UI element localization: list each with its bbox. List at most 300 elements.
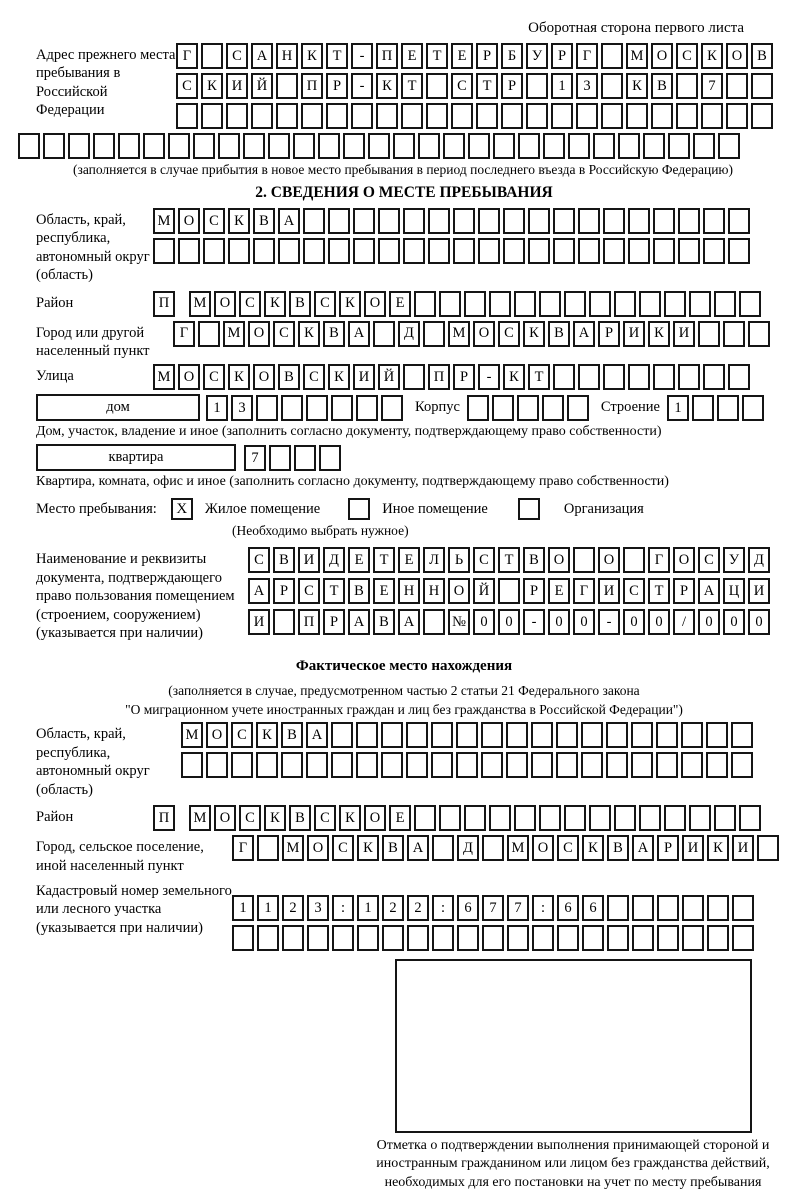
char-cell[interactable]: К bbox=[523, 321, 545, 347]
char-cell[interactable] bbox=[201, 103, 223, 129]
char-cell[interactable] bbox=[431, 722, 453, 748]
char-cell[interactable]: И bbox=[298, 547, 320, 573]
char-cell[interactable] bbox=[381, 395, 403, 421]
char-cell[interactable]: Д bbox=[398, 321, 420, 347]
char-cell[interactable]: И bbox=[748, 578, 770, 604]
char-cell[interactable] bbox=[582, 925, 604, 951]
char-cell[interactable]: У bbox=[723, 547, 745, 573]
char-cell[interactable]: - bbox=[351, 73, 373, 99]
char-cell[interactable]: С bbox=[473, 547, 495, 573]
char-cell[interactable] bbox=[723, 321, 745, 347]
char-cell[interactable] bbox=[718, 133, 740, 159]
char-cell[interactable]: С bbox=[203, 364, 225, 390]
char-cell[interactable] bbox=[281, 752, 303, 778]
char-cell[interactable]: С bbox=[676, 43, 698, 69]
char-cell[interactable] bbox=[703, 208, 725, 234]
char-cell[interactable] bbox=[328, 238, 350, 264]
char-cell[interactable] bbox=[732, 925, 754, 951]
char-cell[interactable] bbox=[414, 805, 436, 831]
char-cell[interactable]: М bbox=[181, 722, 203, 748]
char-cell[interactable]: О bbox=[651, 43, 673, 69]
char-cell[interactable]: У bbox=[526, 43, 548, 69]
char-cell[interactable] bbox=[623, 547, 645, 573]
char-cell[interactable] bbox=[306, 752, 328, 778]
char-cell[interactable] bbox=[728, 238, 750, 264]
char-cell[interactable] bbox=[748, 321, 770, 347]
char-cell[interactable] bbox=[706, 752, 728, 778]
char-cell[interactable]: А bbox=[348, 609, 370, 635]
char-cell[interactable]: С bbox=[698, 547, 720, 573]
char-cell[interactable] bbox=[176, 103, 198, 129]
char-cell[interactable] bbox=[726, 73, 748, 99]
char-cell[interactable]: М bbox=[223, 321, 245, 347]
char-cell[interactable] bbox=[601, 103, 623, 129]
char-cell[interactable] bbox=[653, 208, 675, 234]
char-cell[interactable]: Н bbox=[398, 578, 420, 604]
char-cell[interactable] bbox=[481, 722, 503, 748]
char-cell[interactable]: Е bbox=[348, 547, 370, 573]
char-cell[interactable]: Р bbox=[323, 609, 345, 635]
char-cell[interactable]: Т bbox=[498, 547, 520, 573]
char-cell[interactable] bbox=[553, 364, 575, 390]
char-cell[interactable] bbox=[403, 208, 425, 234]
char-cell[interactable] bbox=[18, 133, 40, 159]
char-cell[interactable] bbox=[253, 238, 275, 264]
char-cell[interactable]: Д bbox=[323, 547, 345, 573]
char-cell[interactable]: П bbox=[376, 43, 398, 69]
char-cell[interactable] bbox=[489, 805, 511, 831]
char-cell[interactable] bbox=[514, 291, 536, 317]
char-cell[interactable]: О bbox=[214, 291, 236, 317]
char-cell[interactable]: А bbox=[698, 578, 720, 604]
char-cell[interactable] bbox=[601, 43, 623, 69]
char-cell[interactable] bbox=[751, 73, 773, 99]
char-cell[interactable]: Л bbox=[423, 547, 445, 573]
char-cell[interactable] bbox=[532, 925, 554, 951]
char-cell[interactable] bbox=[201, 43, 223, 69]
char-cell[interactable]: А bbox=[306, 722, 328, 748]
char-cell[interactable]: В bbox=[523, 547, 545, 573]
char-cell[interactable]: Р bbox=[657, 835, 679, 861]
char-cell[interactable] bbox=[43, 133, 65, 159]
char-cell[interactable] bbox=[656, 722, 678, 748]
char-cell[interactable]: Г bbox=[576, 43, 598, 69]
char-cell[interactable] bbox=[717, 395, 739, 421]
char-cell[interactable] bbox=[356, 722, 378, 748]
char-cell[interactable]: О bbox=[307, 835, 329, 861]
char-cell[interactable] bbox=[301, 103, 323, 129]
char-cell[interactable] bbox=[689, 291, 711, 317]
char-cell[interactable] bbox=[601, 73, 623, 99]
char-cell[interactable] bbox=[351, 103, 373, 129]
char-cell[interactable] bbox=[331, 395, 353, 421]
char-cell[interactable] bbox=[257, 835, 279, 861]
char-cell[interactable]: Т bbox=[426, 43, 448, 69]
char-cell[interactable]: Б bbox=[501, 43, 523, 69]
char-cell[interactable] bbox=[232, 925, 254, 951]
char-cell[interactable]: К bbox=[503, 364, 525, 390]
char-cell[interactable] bbox=[118, 133, 140, 159]
char-cell[interactable]: О bbox=[448, 578, 470, 604]
char-cell[interactable] bbox=[257, 925, 279, 951]
char-cell[interactable] bbox=[603, 364, 625, 390]
char-cell[interactable]: В bbox=[273, 547, 295, 573]
char-cell[interactable]: 0 bbox=[748, 609, 770, 635]
char-cell[interactable] bbox=[528, 208, 550, 234]
char-cell[interactable] bbox=[517, 395, 539, 421]
char-cell[interactable]: О bbox=[364, 805, 386, 831]
char-cell[interactable] bbox=[193, 133, 215, 159]
char-cell[interactable]: И bbox=[353, 364, 375, 390]
char-cell[interactable]: 2 bbox=[282, 895, 304, 921]
char-cell[interactable] bbox=[664, 291, 686, 317]
char-cell[interactable] bbox=[542, 395, 564, 421]
char-cell[interactable]: В bbox=[348, 578, 370, 604]
char-cell[interactable]: К bbox=[707, 835, 729, 861]
char-cell[interactable]: К bbox=[301, 43, 323, 69]
char-cell[interactable] bbox=[603, 238, 625, 264]
char-cell[interactable]: О bbox=[364, 291, 386, 317]
char-cell[interactable]: 1 bbox=[206, 395, 228, 421]
char-cell[interactable] bbox=[153, 238, 175, 264]
char-cell[interactable] bbox=[357, 925, 379, 951]
confirmation-stamp-box[interactable] bbox=[395, 959, 752, 1133]
char-cell[interactable] bbox=[657, 925, 679, 951]
char-cell[interactable] bbox=[439, 291, 461, 317]
char-cell[interactable] bbox=[331, 752, 353, 778]
char-cell[interactable] bbox=[676, 73, 698, 99]
char-cell[interactable]: 1 bbox=[257, 895, 279, 921]
char-cell[interactable] bbox=[707, 895, 729, 921]
char-cell[interactable] bbox=[676, 103, 698, 129]
char-cell[interactable] bbox=[503, 208, 525, 234]
char-cell[interactable]: В bbox=[751, 43, 773, 69]
char-cell[interactable]: О bbox=[206, 722, 228, 748]
char-cell[interactable]: П bbox=[153, 805, 175, 831]
char-cell[interactable]: 1 bbox=[551, 73, 573, 99]
char-cell[interactable] bbox=[407, 925, 429, 951]
char-cell[interactable] bbox=[678, 364, 700, 390]
char-cell[interactable] bbox=[303, 238, 325, 264]
char-cell[interactable] bbox=[68, 133, 90, 159]
char-cell[interactable]: К bbox=[298, 321, 320, 347]
char-cell[interactable] bbox=[426, 73, 448, 99]
char-cell[interactable]: А bbox=[248, 578, 270, 604]
char-cell[interactable]: : bbox=[532, 895, 554, 921]
char-cell[interactable] bbox=[653, 238, 675, 264]
char-cell[interactable] bbox=[726, 103, 748, 129]
char-cell[interactable]: : bbox=[432, 895, 454, 921]
char-cell[interactable]: № bbox=[448, 609, 470, 635]
char-cell[interactable] bbox=[607, 925, 629, 951]
char-cell[interactable] bbox=[628, 238, 650, 264]
char-cell[interactable]: К bbox=[376, 73, 398, 99]
char-cell[interactable]: Р bbox=[501, 73, 523, 99]
char-cell[interactable]: Г bbox=[573, 578, 595, 604]
char-cell[interactable] bbox=[356, 395, 378, 421]
char-cell[interactable] bbox=[303, 208, 325, 234]
char-cell[interactable] bbox=[451, 103, 473, 129]
char-cell[interactable]: Т bbox=[323, 578, 345, 604]
char-cell[interactable]: С bbox=[332, 835, 354, 861]
char-cell[interactable]: И bbox=[673, 321, 695, 347]
char-cell[interactable]: П bbox=[428, 364, 450, 390]
char-cell[interactable] bbox=[269, 445, 291, 471]
char-cell[interactable] bbox=[206, 752, 228, 778]
char-cell[interactable] bbox=[557, 925, 579, 951]
char-cell[interactable]: О bbox=[548, 547, 570, 573]
char-cell[interactable] bbox=[393, 133, 415, 159]
char-cell[interactable] bbox=[581, 722, 603, 748]
char-cell[interactable]: Н bbox=[276, 43, 298, 69]
char-cell[interactable] bbox=[143, 133, 165, 159]
char-cell[interactable]: / bbox=[673, 609, 695, 635]
char-cell[interactable] bbox=[664, 805, 686, 831]
char-cell[interactable]: В bbox=[382, 835, 404, 861]
checkbox-organization[interactable] bbox=[518, 498, 540, 520]
char-cell[interactable]: 0 bbox=[723, 609, 745, 635]
char-cell[interactable] bbox=[432, 835, 454, 861]
char-cell[interactable]: С bbox=[239, 291, 261, 317]
char-cell[interactable] bbox=[556, 722, 578, 748]
char-cell[interactable] bbox=[268, 133, 290, 159]
char-cell[interactable]: Т bbox=[476, 73, 498, 99]
char-cell[interactable] bbox=[476, 103, 498, 129]
char-cell[interactable]: С bbox=[203, 208, 225, 234]
char-cell[interactable] bbox=[603, 208, 625, 234]
char-cell[interactable] bbox=[482, 925, 504, 951]
char-cell[interactable] bbox=[457, 925, 479, 951]
char-cell[interactable]: М bbox=[507, 835, 529, 861]
house-type-box[interactable]: дом bbox=[36, 394, 200, 421]
char-cell[interactable] bbox=[276, 73, 298, 99]
char-cell[interactable]: А bbox=[278, 208, 300, 234]
char-cell[interactable]: 3 bbox=[307, 895, 329, 921]
char-cell[interactable]: Й bbox=[378, 364, 400, 390]
char-cell[interactable]: 0 bbox=[573, 609, 595, 635]
char-cell[interactable] bbox=[406, 722, 428, 748]
char-cell[interactable] bbox=[531, 752, 553, 778]
char-cell[interactable] bbox=[728, 208, 750, 234]
char-cell[interactable]: М bbox=[153, 364, 175, 390]
char-cell[interactable] bbox=[632, 925, 654, 951]
char-cell[interactable] bbox=[732, 895, 754, 921]
char-cell[interactable] bbox=[553, 238, 575, 264]
char-cell[interactable] bbox=[203, 238, 225, 264]
char-cell[interactable]: Р bbox=[453, 364, 475, 390]
char-cell[interactable] bbox=[589, 805, 611, 831]
char-cell[interactable]: А bbox=[632, 835, 654, 861]
char-cell[interactable]: О bbox=[178, 364, 200, 390]
char-cell[interactable] bbox=[356, 752, 378, 778]
char-cell[interactable] bbox=[739, 805, 761, 831]
char-cell[interactable] bbox=[682, 895, 704, 921]
char-cell[interactable]: Д bbox=[748, 547, 770, 573]
char-cell[interactable]: 0 bbox=[548, 609, 570, 635]
char-cell[interactable] bbox=[657, 895, 679, 921]
char-cell[interactable]: Р bbox=[551, 43, 573, 69]
char-cell[interactable]: К bbox=[339, 291, 361, 317]
char-cell[interactable]: Р bbox=[598, 321, 620, 347]
char-cell[interactable] bbox=[418, 133, 440, 159]
char-cell[interactable]: 6 bbox=[557, 895, 579, 921]
char-cell[interactable]: С bbox=[557, 835, 579, 861]
char-cell[interactable] bbox=[218, 133, 240, 159]
char-cell[interactable] bbox=[632, 895, 654, 921]
char-cell[interactable] bbox=[278, 238, 300, 264]
char-cell[interactable] bbox=[506, 722, 528, 748]
char-cell[interactable] bbox=[318, 133, 340, 159]
char-cell[interactable]: 7 bbox=[244, 445, 266, 471]
char-cell[interactable] bbox=[468, 133, 490, 159]
char-cell[interactable]: В bbox=[323, 321, 345, 347]
char-cell[interactable] bbox=[606, 752, 628, 778]
apartment-type-box[interactable]: квартира bbox=[36, 444, 236, 471]
char-cell[interactable] bbox=[401, 103, 423, 129]
char-cell[interactable] bbox=[703, 364, 725, 390]
char-cell[interactable]: С bbox=[623, 578, 645, 604]
char-cell[interactable] bbox=[643, 133, 665, 159]
char-cell[interactable] bbox=[326, 103, 348, 129]
char-cell[interactable]: С bbox=[498, 321, 520, 347]
char-cell[interactable]: 6 bbox=[582, 895, 604, 921]
char-cell[interactable] bbox=[706, 722, 728, 748]
char-cell[interactable]: 0 bbox=[698, 609, 720, 635]
char-cell[interactable]: Т bbox=[648, 578, 670, 604]
char-cell[interactable] bbox=[251, 103, 273, 129]
char-cell[interactable] bbox=[493, 133, 515, 159]
char-cell[interactable] bbox=[464, 291, 486, 317]
char-cell[interactable]: 0 bbox=[473, 609, 495, 635]
char-cell[interactable] bbox=[453, 208, 475, 234]
char-cell[interactable] bbox=[307, 925, 329, 951]
char-cell[interactable] bbox=[378, 238, 400, 264]
char-cell[interactable] bbox=[556, 752, 578, 778]
char-cell[interactable]: В bbox=[289, 291, 311, 317]
char-cell[interactable]: М bbox=[448, 321, 470, 347]
char-cell[interactable] bbox=[564, 291, 586, 317]
char-cell[interactable]: И bbox=[682, 835, 704, 861]
char-cell[interactable]: Д bbox=[457, 835, 479, 861]
char-cell[interactable] bbox=[456, 722, 478, 748]
char-cell[interactable]: Е bbox=[389, 805, 411, 831]
char-cell[interactable]: К bbox=[701, 43, 723, 69]
char-cell[interactable] bbox=[581, 752, 603, 778]
char-cell[interactable] bbox=[564, 805, 586, 831]
char-cell[interactable]: Й bbox=[473, 578, 495, 604]
char-cell[interactable]: 3 bbox=[576, 73, 598, 99]
char-cell[interactable] bbox=[678, 208, 700, 234]
char-cell[interactable]: В bbox=[281, 722, 303, 748]
char-cell[interactable] bbox=[551, 103, 573, 129]
char-cell[interactable] bbox=[514, 805, 536, 831]
char-cell[interactable] bbox=[653, 364, 675, 390]
char-cell[interactable]: О bbox=[532, 835, 554, 861]
char-cell[interactable] bbox=[168, 133, 190, 159]
char-cell[interactable]: С bbox=[231, 722, 253, 748]
char-cell[interactable] bbox=[692, 395, 714, 421]
char-cell[interactable]: И bbox=[598, 578, 620, 604]
char-cell[interactable] bbox=[492, 395, 514, 421]
char-cell[interactable] bbox=[501, 103, 523, 129]
char-cell[interactable]: Р bbox=[326, 73, 348, 99]
char-cell[interactable]: П bbox=[301, 73, 323, 99]
char-cell[interactable]: К bbox=[264, 805, 286, 831]
char-cell[interactable]: Й bbox=[251, 73, 273, 99]
char-cell[interactable]: Е bbox=[451, 43, 473, 69]
char-cell[interactable]: 1 bbox=[357, 895, 379, 921]
char-cell[interactable] bbox=[553, 208, 575, 234]
char-cell[interactable]: С bbox=[248, 547, 270, 573]
char-cell[interactable]: К bbox=[582, 835, 604, 861]
char-cell[interactable] bbox=[281, 395, 303, 421]
char-cell[interactable] bbox=[593, 133, 615, 159]
char-cell[interactable] bbox=[528, 238, 550, 264]
char-cell[interactable] bbox=[714, 291, 736, 317]
char-cell[interactable]: И bbox=[226, 73, 248, 99]
char-cell[interactable] bbox=[498, 578, 520, 604]
char-cell[interactable]: К bbox=[339, 805, 361, 831]
char-cell[interactable] bbox=[707, 925, 729, 951]
char-cell[interactable] bbox=[578, 364, 600, 390]
char-cell[interactable]: 0 bbox=[623, 609, 645, 635]
char-cell[interactable]: М bbox=[189, 805, 211, 831]
char-cell[interactable] bbox=[526, 103, 548, 129]
char-cell[interactable] bbox=[543, 133, 565, 159]
char-cell[interactable]: М bbox=[626, 43, 648, 69]
char-cell[interactable] bbox=[656, 752, 678, 778]
char-cell[interactable] bbox=[607, 895, 629, 921]
char-cell[interactable] bbox=[739, 291, 761, 317]
char-cell[interactable]: Е bbox=[401, 43, 423, 69]
char-cell[interactable] bbox=[178, 238, 200, 264]
char-cell[interactable] bbox=[618, 133, 640, 159]
char-cell[interactable] bbox=[181, 752, 203, 778]
char-cell[interactable]: Г bbox=[232, 835, 254, 861]
char-cell[interactable]: Т bbox=[528, 364, 550, 390]
char-cell[interactable] bbox=[319, 445, 341, 471]
char-cell[interactable] bbox=[431, 752, 453, 778]
char-cell[interactable] bbox=[714, 805, 736, 831]
char-cell[interactable]: В bbox=[278, 364, 300, 390]
char-cell[interactable] bbox=[518, 133, 540, 159]
char-cell[interactable] bbox=[728, 364, 750, 390]
char-cell[interactable] bbox=[439, 805, 461, 831]
char-cell[interactable] bbox=[481, 752, 503, 778]
char-cell[interactable] bbox=[432, 925, 454, 951]
char-cell[interactable]: С bbox=[451, 73, 473, 99]
char-cell[interactable]: О bbox=[473, 321, 495, 347]
char-cell[interactable] bbox=[456, 752, 478, 778]
char-cell[interactable]: 0 bbox=[648, 609, 670, 635]
char-cell[interactable]: С bbox=[226, 43, 248, 69]
char-cell[interactable] bbox=[293, 133, 315, 159]
char-cell[interactable]: М bbox=[153, 208, 175, 234]
char-cell[interactable] bbox=[578, 238, 600, 264]
char-cell[interactable]: О bbox=[178, 208, 200, 234]
char-cell[interactable] bbox=[698, 321, 720, 347]
char-cell[interactable]: В bbox=[373, 609, 395, 635]
char-cell[interactable]: В bbox=[289, 805, 311, 831]
char-cell[interactable] bbox=[478, 208, 500, 234]
char-cell[interactable] bbox=[306, 395, 328, 421]
char-cell[interactable] bbox=[651, 103, 673, 129]
char-cell[interactable] bbox=[443, 133, 465, 159]
char-cell[interactable]: В bbox=[607, 835, 629, 861]
char-cell[interactable] bbox=[682, 925, 704, 951]
char-cell[interactable]: К bbox=[228, 208, 250, 234]
char-cell[interactable] bbox=[703, 238, 725, 264]
